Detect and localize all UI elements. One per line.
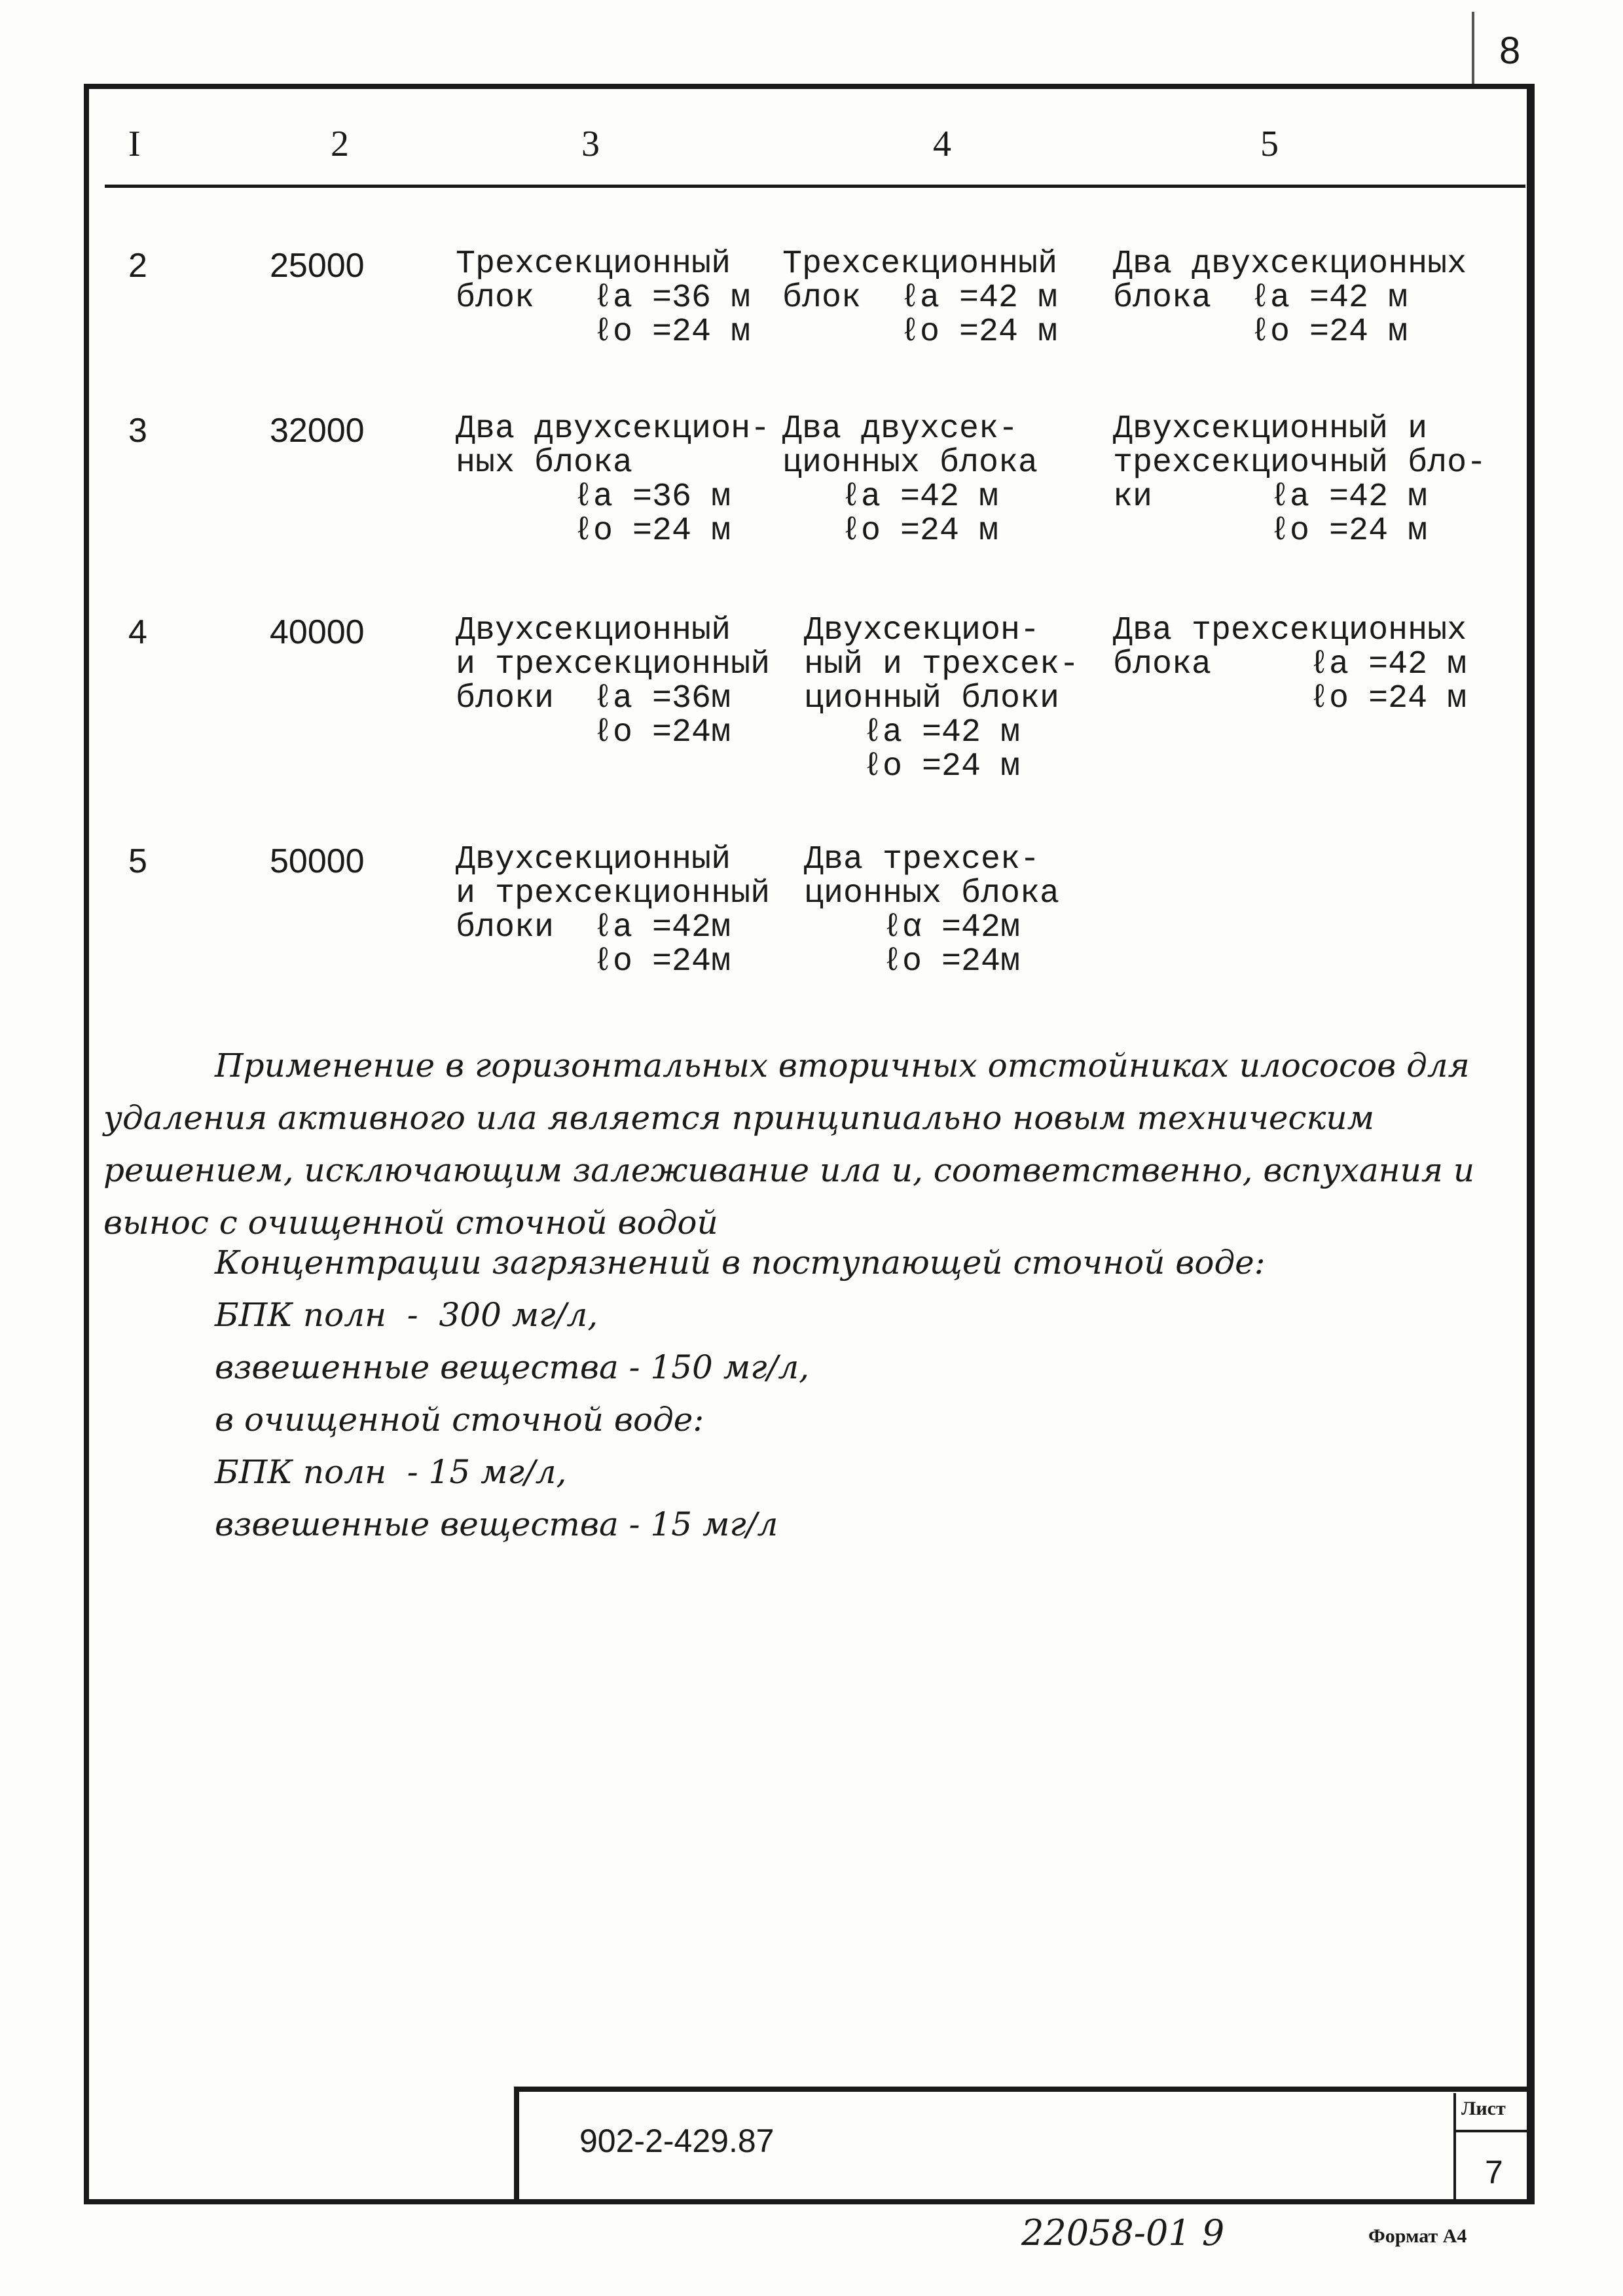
sheet-label: Лист <box>1461 2098 1506 2119</box>
col-header-3: 3 <box>581 124 600 164</box>
table-cell-col3: Два двухсекцион- ных блока ℓа =36 м ℓо =24 м <box>456 410 771 550</box>
table-cell-col5: Два двухсекционных блока ℓа =42 м ℓо =24 м <box>1113 245 1467 351</box>
document-code: 902-2-429.87 <box>579 2123 775 2159</box>
table-row-number: 2 <box>128 247 147 285</box>
sheet-number: 7 <box>1485 2154 1503 2191</box>
sheet-box-divider <box>1453 2130 1535 2132</box>
influent-suspended-solids: взвешенные вещества - 150 мг/л, <box>215 1348 810 1386</box>
table-cell-col4: Два трехсек- ционных блока ℓα =42м ℓо =24м <box>804 841 1060 980</box>
table-row-number: 4 <box>128 613 147 651</box>
effluent-intro: в очищенной сточной воде: <box>215 1401 704 1439</box>
col-header-1: I <box>128 124 141 164</box>
table-row-capacity: 50000 <box>270 842 365 880</box>
table-cell-col4: Двухсекцион- ный и трехсек- ционный блоки ℓа =42 м ℓо =24 м <box>804 612 1080 785</box>
table-row-capacity: 25000 <box>270 247 365 285</box>
table-cell-col5: Двухсекционный и трехсекциочный бло- ки ℓа =42 м ℓо =24 м <box>1113 410 1487 550</box>
body-paragraph: Применение в горизонтальных вторичных отстойниках илососов для удаления активного ила является принципиально новым техническим решением, исключающим залеживание ила и, соответственно, вспухания и вынос с очищенной сточной водой <box>103 1047 1475 1242</box>
col-header-4: 4 <box>933 124 951 164</box>
effluent-suspended-solids: взвешенные вещества - 15 мг/л <box>215 1505 778 1543</box>
table-cell-col4: Трехсекционный блок ℓа =42 м ℓо =24 м <box>782 245 1058 351</box>
header-rule <box>105 185 1525 188</box>
inventory-number: 22058-01 9 <box>1021 2212 1225 2253</box>
influent-bod: БПК полн - 300 мг/л, <box>215 1296 598 1334</box>
page-number: 8 <box>1499 29 1521 72</box>
corner-tick <box>1472 12 1474 84</box>
concentrations-intro: Концентрации загрязнений в поступающей сточной воде: <box>215 1244 1266 1282</box>
col-header-2: 2 <box>331 124 349 164</box>
table-cell-col3: Трехсекционный блок ℓа =36 м ℓо =24 м <box>456 245 751 351</box>
table-cell-col3: Двухсекционный и трехсекционный блоки ℓа =36м ℓо =24м <box>456 612 771 751</box>
table-row-capacity: 40000 <box>270 613 365 651</box>
table-cell-col5: Два трехсекционных блока ℓа =42 м ℓо =24 м <box>1113 612 1467 717</box>
col-header-5: 5 <box>1260 124 1279 164</box>
table-row-number: 3 <box>128 412 147 450</box>
effluent-bod: БПК полн - 15 мг/л, <box>215 1453 567 1491</box>
table-cell-col4: Два двухсек- ционных блока ℓа =42 м ℓо =24 м <box>782 410 1038 550</box>
table-cell-col3: Двухсекционный и трехсекционный блоки ℓа =42м ℓо =24м <box>456 841 771 980</box>
table-row-capacity: 32000 <box>270 412 365 450</box>
table-row-number: 5 <box>128 842 147 880</box>
format-label: Формат А4 <box>1368 2225 1467 2247</box>
